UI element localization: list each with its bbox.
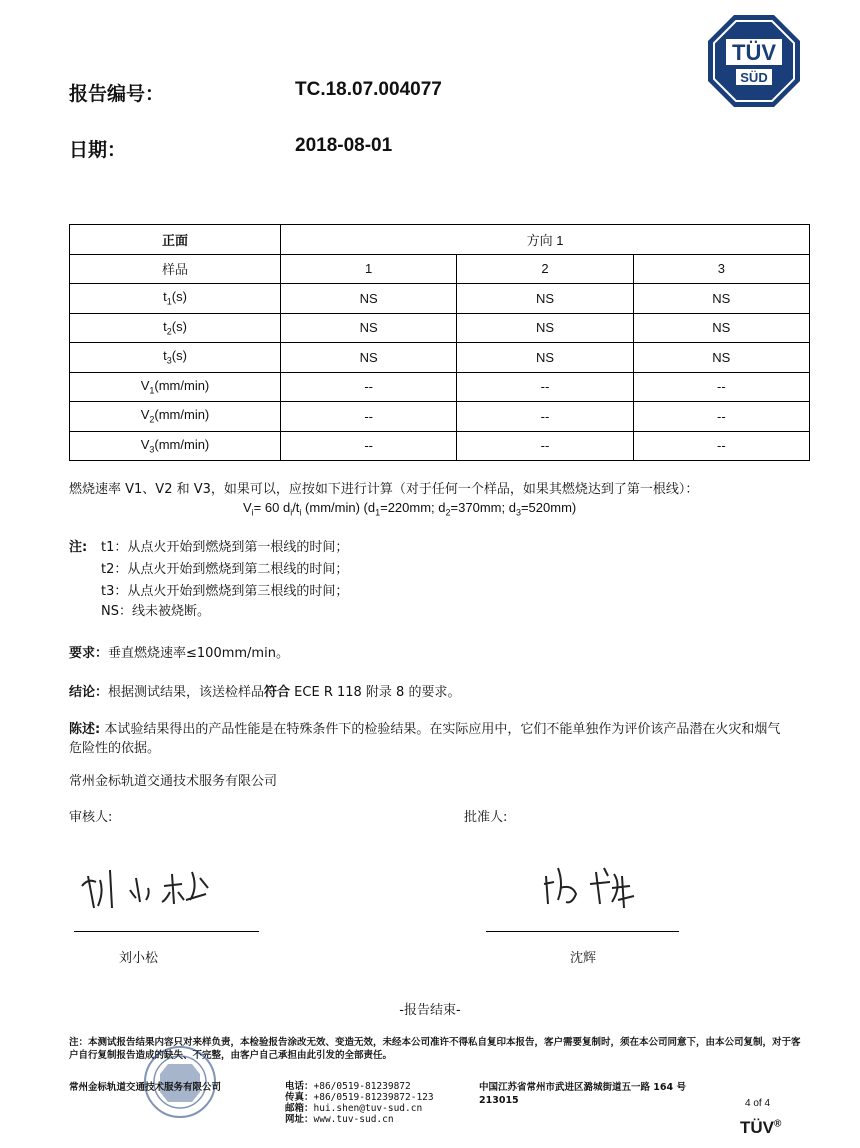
table-cell: NS xyxy=(281,343,457,373)
sample-row xyxy=(70,254,810,284)
report-number: TC.18.07.004077 xyxy=(295,79,442,100)
results-table xyxy=(69,224,810,461)
statement: 陈述: 本试验结果得出的产品性能是在特殊条件下的检验结果。在实际应用中，它们不能单独作为评价该产品潜在火灾和烟气危险性的依据。 xyxy=(69,722,781,756)
direction-cell: 方向 1 xyxy=(281,225,810,255)
note-item: t1：从点火开始到燃烧到第一根线的时间； xyxy=(101,540,349,555)
company-name: 常州金标轨道交通技术服务有限公司 xyxy=(69,774,278,789)
table-row xyxy=(70,313,810,343)
report-number-label: 报告编号： xyxy=(69,83,165,105)
param-label: $t_2(s)$ xyxy=(70,313,281,343)
calc-text: 燃烧速率 V1、V2 和 V3，如果可以，应按如下进行计算（对于任何一个样品，如果其燃烧达到了第一根线）： xyxy=(69,482,699,497)
tuv-sud-logo xyxy=(706,13,802,109)
sample-label: 样品 xyxy=(70,254,281,284)
param-label: $t_1(s)$ xyxy=(70,284,281,314)
table-cell: NS xyxy=(633,313,809,343)
approver-name: 沈辉 xyxy=(570,951,597,966)
requirement: 要求：垂直燃烧速率≤100mm/min。 xyxy=(69,646,289,661)
calc-formula: $V_i= 60$ $d_i/t_i$ (mm/min) ($d_1=220mm$; $d_2=370mm$; $d_3=520mm$) xyxy=(243,500,577,518)
table-cell: NS xyxy=(633,343,809,373)
table-cell: NS xyxy=(281,284,457,314)
table-cell: -- xyxy=(457,402,633,432)
table-row xyxy=(70,431,810,461)
report-end-mark: -报告结束- xyxy=(399,1003,461,1018)
table-cell: -- xyxy=(633,431,809,461)
reviewer-signature xyxy=(74,848,234,918)
approver-label: 批准人: xyxy=(464,810,508,825)
table-row xyxy=(70,402,810,432)
table-cell: NS xyxy=(281,313,457,343)
table-row xyxy=(70,284,810,314)
table-cell: -- xyxy=(457,372,633,402)
table-cell: NS xyxy=(457,313,633,343)
page-number: 4 of 4 xyxy=(745,1098,771,1109)
note-item: t3：从点火开始到燃烧到第三根线的时间； xyxy=(101,584,349,599)
reviewer-name: 刘小松 xyxy=(119,951,159,966)
approver-signature-line xyxy=(486,931,679,932)
note-item: NS：线未被烧断。 xyxy=(101,604,210,619)
table-cell: -- xyxy=(633,402,809,432)
approver-signature xyxy=(538,854,648,914)
table-cell: NS xyxy=(633,284,809,314)
note-item: t2：从点火开始到燃烧到第二根线的时间； xyxy=(101,562,349,577)
conclusion: 结论：根据测试结果，该送检样品符合 ECE R 118 附录 8 的要求。 xyxy=(69,685,461,700)
table-cell: -- xyxy=(281,402,457,432)
table-cell: -- xyxy=(633,372,809,402)
param-label: $V_1(mm/\min)$ xyxy=(70,372,281,402)
sample-number: 1 xyxy=(281,254,457,284)
table-cell: -- xyxy=(457,431,633,461)
table-cell: -- xyxy=(281,431,457,461)
param-label: $t_3(s)$ xyxy=(70,343,281,373)
table-row xyxy=(70,372,810,402)
table-row xyxy=(70,343,810,373)
footer-contact: 电话：+86/0519-81239872 传真：+86/0519-81239872-123 邮箱：hui.shen@tuv-sud.cn 网址：www.tuv-sud.cn xyxy=(285,1081,434,1125)
table-cell: NS xyxy=(457,343,633,373)
logo-text-tuv: TÜV xyxy=(732,40,776,65)
table-cell: NS xyxy=(457,284,633,314)
table-cell: -- xyxy=(281,372,457,402)
sample-number: 2 xyxy=(457,254,633,284)
footer-postcode: 213015 xyxy=(479,1095,519,1106)
logo-text-sud: SÜD xyxy=(740,70,768,85)
table-header-row xyxy=(70,225,810,255)
sample-number: 3 xyxy=(633,254,809,284)
param-label: $V_3(mm/\min)$ xyxy=(70,431,281,461)
footer-company: 常州金标轨道交通技术服务有限公司 xyxy=(69,1082,222,1093)
footer-brand: TÜV® xyxy=(740,1118,782,1137)
date-label: 日期： xyxy=(69,139,127,161)
footer-address: 中国江苏省常州市武进区潞城街道五一路 164 号 xyxy=(479,1082,686,1093)
param-label: $V_2(mm/\min)$ xyxy=(70,402,281,432)
reviewer-label: 审核人: xyxy=(69,810,113,825)
corner-cell: 正面 xyxy=(70,225,281,255)
reviewer-signature-line xyxy=(74,931,259,932)
report-date: 2018-08-01 xyxy=(295,135,393,156)
footer-note: 注：本测试报告结果内容只对来样负责，本检验报告涂改无效、变造无效，未经本公司准许不得私自复印本报告，客户需要复制时，须在本公司同意下，由本公司复制，对于客户自行复制报告造成的缺失、不完整，由客户自己承担由此引发的全部责任。 xyxy=(69,1037,801,1061)
notes-label: 注: xyxy=(69,540,88,555)
